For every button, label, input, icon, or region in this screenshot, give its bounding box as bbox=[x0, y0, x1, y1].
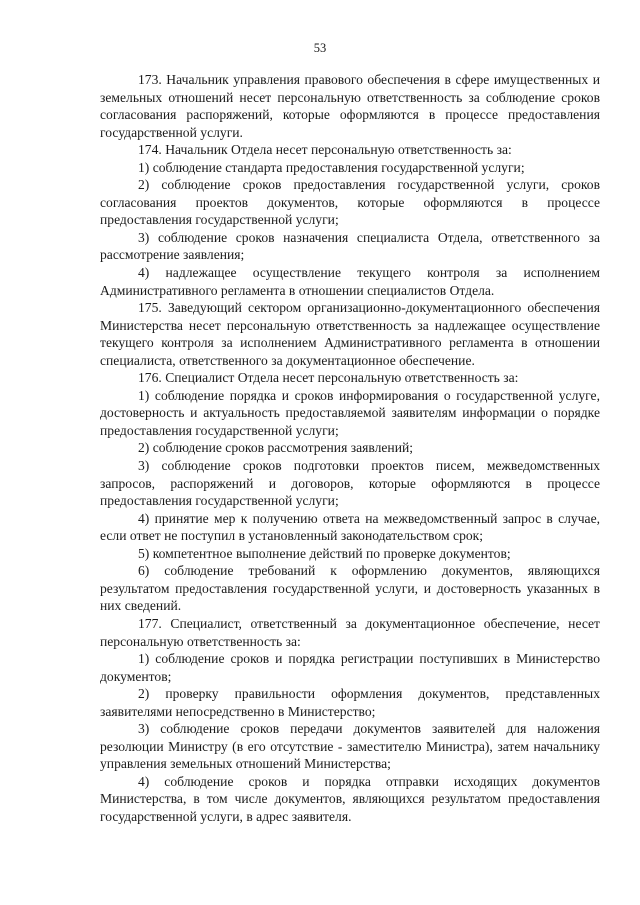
paragraph-176-item-4: 4) принятие мер к получению ответа на межведомственный запрос в случае, если ответ не поступил в установленный законодательством срок; bbox=[100, 510, 600, 544]
paragraph-177-item-2: 2) проверку правильности оформления документов, представленных заявителями непосредственно в Министерство; bbox=[100, 686, 600, 719]
paragraph-176-item-2: 2) соблюдение сроков рассмотрения заявлений; bbox=[138, 440, 414, 456]
paragraph-177: 177. Специалист, ответственный за документационное обеспечение, несет персональную ответственность за: bbox=[100, 615, 600, 649]
paragraph-174-item-4: 4) надлежащее осуществление текущего контроля за исполнением Административного регламента в отношении специалистов Отдела. bbox=[100, 265, 600, 298]
paragraph-173: 173. Начальник управления правового обеспечения в сфере имущественных и земельных отношений несет персональную ответственность за соблюдение сроков согласования распоряжений, которые оформляются в процессе предоставления государственной услуги. bbox=[100, 72, 600, 140]
paragraph-174: 174. Начальник Отдела несет персональную ответственность за: bbox=[138, 142, 512, 158]
paragraph-176-item-1: 1) соблюдение порядка и сроков информирования о государственной услуге, достоверность и актуальность предоставляемой заявителям информации о порядке предоставления государственной услуги; bbox=[100, 387, 600, 438]
paragraph-174-item-2: 2) соблюдение сроков предоставления государственной услуги, сроков согласования проектов документов, которые оформляются в процессе предоставления государственной услуги; bbox=[100, 177, 600, 228]
paragraph-177-item-4: 4) соблюдение сроков и порядка отправки исходящих документов Министерства, в том числе документов, являющихся результатом предоставления государственной услуги, в адрес заявителя. bbox=[100, 773, 600, 824]
paragraph-176-item-6: 6) соблюдение требований к оформлению документов, являющихся результатом предоставления государственной услуги, и достоверность указанных в них сведений. bbox=[100, 563, 600, 614]
paragraph-177-item-1: 1) соблюдение сроков и порядка регистрации поступивших в Министерство документов; bbox=[100, 651, 600, 684]
paragraph-176-item-3: 3) соблюдение сроков подготовки проектов писем, межведомственных запросов, распоряжений и договоров, которые оформляются в процессе предоставления государственной услуги; bbox=[100, 458, 600, 509]
paragraph-175: 175. Заведующий сектором организационно-документационного обеспечения Министерства несет персональную ответственность за надлежащее осуществление текущего контроля за исполнением Административного регламента в отношении специалиста, ответственного за документационное обеспечение. bbox=[100, 300, 600, 368]
page-number: 53 bbox=[313, 41, 327, 55]
document-body bbox=[100, 71, 600, 826]
paragraph-176: 176. Специалист Отдела несет персональную ответственность за: bbox=[138, 370, 519, 386]
paragraph-174-item-1: 1) соблюдение стандарта предоставления государственной услуги; bbox=[138, 159, 525, 175]
paragraph-176-item-5: 5) компетентное выполнение действий по проверке документов; bbox=[138, 545, 511, 561]
paragraph-177-item-3: 3) соблюдение сроков передачи документов заявителей для наложения резолюции Министру (в его отсутствие - заместителю Министра), затем начальнику управления земельных отношений Министерства; bbox=[100, 721, 600, 772]
paragraph-174-item-3: 3) соблюдение сроков назначения специалиста Отдела, ответственного за рассмотрение заявления; bbox=[100, 229, 600, 263]
